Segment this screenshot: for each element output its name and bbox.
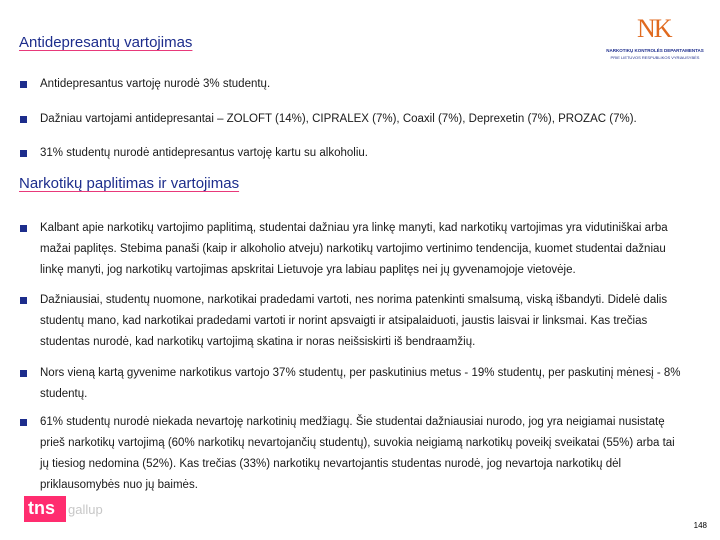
list-item <box>20 412 685 496</box>
logo-org-name: NARKOTIKŲ KONTROLĖS DEPARTAMENTAS <box>606 48 704 53</box>
list-item <box>20 109 685 130</box>
logo-org-subtitle: PRIE LIETUVOS RESPUBLIKOS VYRIAUSYBĖS <box>610 55 700 60</box>
page-number: 148 <box>693 521 707 530</box>
tns-wordmark: tns <box>28 498 55 518</box>
bullet-text: Kalbant apie narkotikų vartojimo paplitimą, studentai dažniau yra linkę manyti, kad narkotikų vartojimas yra vidutiniškai arba mažai paplitęs. Stebima panaši (kaip ir alkoholio atveju) narkotikų vartojimo vertinimo tendencija, kuomet studentai dažniau linkę manyti, jog narkotikų vartojimas apskritai Lietuvoje yra labiau paplitęs nei jų gyvenamojoje vietovėje. <box>40 222 668 276</box>
tns-gallup-logo <box>20 496 110 522</box>
bullet-square-icon <box>20 150 27 157</box>
bullet-square-icon <box>20 81 27 88</box>
list-item <box>20 363 685 405</box>
bullet-square-icon <box>20 370 27 377</box>
list-item <box>20 290 685 353</box>
bullet-square-icon <box>20 225 27 232</box>
ndk-logo <box>605 14 705 66</box>
list-item <box>20 218 685 281</box>
bullet-text: Dažniau vartojami antidepresantai – ZOLOFT (14%), CIPRALEX (7%), Coaxil (7%), Deprexetin (7%), PROZAC (7%). <box>40 113 637 125</box>
list-item <box>20 143 685 164</box>
bullet-text: 31% studentų nurodė antidepresantus vartoję kartu su alkoholiu. <box>40 147 368 159</box>
section-title-antidepressants: Antidepresantų vartojimas <box>19 34 193 51</box>
logo-mark: NK <box>637 14 671 43</box>
bullet-text: Nors vieną kartą gyvenime narkotikus vartojo 37% studentų, per paskutinius metus - 19% studentų, per paskutinį mėnesį - 8% studentų. <box>40 367 681 400</box>
bullet-text: Dažniausiai, studentų nuomone, narkotikai pradedami vartoti, nes norima patenkinti smalsumą, viską išbandyti. Didelė dalis studentų mano, kad narkotikai pradedami vartoti ir norint apsvaigti ir atsipalaiduoti, jaustis laisvai ir linksmai. Kas trečias studentas nurodė, kad narkotikų vartojimą skatina ir noras neišsiskirti iš bendraamžių. <box>40 294 668 348</box>
bullet-square-icon <box>20 297 27 304</box>
bullet-text: 61% studentų nurodė niekada nevartoję narkotinių medžiagų. Šie studentai dažniausiai nurodo, jog yra neigiamai nusistatę prieš narkotikų vartojimą (60% narkotikų nevartojančių studentų), suvokia neigiamą narkotikų poveikį sveikatai (55%) arba tai jų tiesiog nedomina (52%). Kas trečias (33%) narkotikų nevartojantis studentas nurodė, jog nevartoja narkotikų dėl priklausomybės nuo jų baimės. <box>40 416 675 491</box>
bullet-square-icon <box>20 116 27 123</box>
list-item <box>20 74 685 95</box>
section-title-drugs: Narkotikų paplitimas ir vartojimas <box>19 175 240 192</box>
bullet-square-icon <box>20 419 27 426</box>
gallup-wordmark: gallup <box>68 502 103 517</box>
bullet-text: Antidepresantus vartoję nurodė 3% studentų. <box>40 78 271 90</box>
